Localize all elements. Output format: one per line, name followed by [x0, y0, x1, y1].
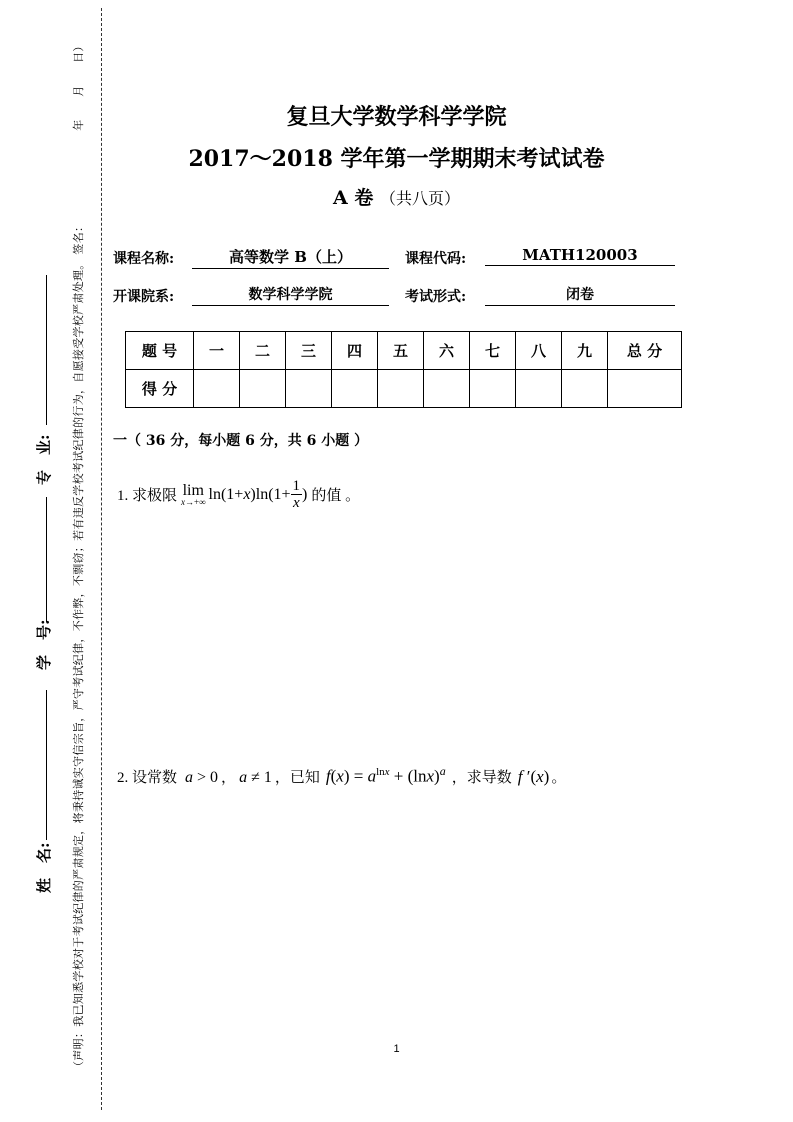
header-cell: 九 [562, 332, 608, 370]
row-label: 得 分 [126, 370, 194, 408]
score-cell[interactable] [608, 370, 682, 408]
page-number: 1 [393, 1043, 400, 1055]
score-cell[interactable] [332, 370, 378, 408]
formula-a-not-one: a ≠ 1 [239, 768, 272, 786]
formula-a-positive: a > 0 [185, 768, 219, 786]
name-label: 姓 名: [35, 842, 53, 893]
header-cell: 二 [240, 332, 286, 370]
school-title: 复旦大学数学科学学院 [286, 104, 507, 130]
header-cell: 总 分 [608, 332, 682, 370]
header-cell: 题 号 [126, 332, 194, 370]
formula-limit: lim x→+∞ ln(1+x)ln(1+ $\frac{1}{x}$ ) [181, 478, 308, 511]
major-field[interactable] [46, 275, 47, 425]
major-label: 专 业: [35, 434, 53, 485]
student-id-label: 学 号: [35, 619, 53, 670]
paper-title: A 卷 （共八页） [333, 187, 460, 209]
score-cell[interactable] [194, 370, 240, 408]
course-code-label: 课程代码: [405, 251, 467, 267]
department-value: 数学科学学院 [192, 284, 389, 306]
question-1: 1. 求极限 lim x→+∞ ln(1+x)ln(1+ $\frac{1}{x}$ ) 的值 。 [117, 478, 361, 511]
header-cell: 六 [424, 332, 470, 370]
score-table [125, 331, 682, 408]
score-cell[interactable] [470, 370, 516, 408]
name-field[interactable] [46, 690, 47, 840]
integrity-declaration: （声明：我已知悉学校对于考试纪律的严肃规定，将秉持诚实守信宗旨，严守考试纪律，不作弊，不剽窃；若有违反学校考试纪律的行为，自愿接受学校严肃处理。 签名：年 月 日） [72, 40, 85, 1072]
score-cell[interactable] [562, 370, 608, 408]
table-row [126, 332, 682, 370]
student-id-field[interactable] [46, 497, 47, 622]
score-cell[interactable] [516, 370, 562, 408]
exam-form-label: 考试形式: [405, 289, 467, 305]
header-cell: 三 [286, 332, 332, 370]
exam-title: 2017～2018 学年第一学期期末考试试卷 [188, 146, 605, 172]
score-cell[interactable] [378, 370, 424, 408]
course-name-label: 课程名称: [113, 251, 175, 267]
header-cell: 四 [332, 332, 378, 370]
header-cell: 八 [516, 332, 562, 370]
header-cell: 一 [194, 332, 240, 370]
header-cell: 七 [470, 332, 516, 370]
formula-f: $f(x) = a^{lnx} + (\ln x)^a$ [325, 764, 446, 786]
score-cell[interactable] [286, 370, 332, 408]
department-label: 开课院系: [113, 289, 175, 305]
score-cell[interactable] [240, 370, 286, 408]
exam-form-value: 闭卷 [485, 284, 675, 306]
course-name-value: 高等数学 B（上） [192, 246, 389, 269]
score-cell[interactable] [424, 370, 470, 408]
question-2: 2. 设常数 a > 0 ， a ≠ 1 ，已知 $f(x) = a^{lnx} + (\ln x)^a$ ，求导数 f ′(x) 。 [117, 764, 567, 786]
table-row [126, 370, 682, 408]
binding-line [101, 8, 102, 1110]
section-heading: 一（ 36 分，每小题 6 分，共 6 小题 ） [113, 433, 369, 449]
course-code-value: MATH120003 [485, 246, 675, 266]
header-cell: 五 [378, 332, 424, 370]
formula-derivative: f ′(x) [517, 766, 550, 786]
